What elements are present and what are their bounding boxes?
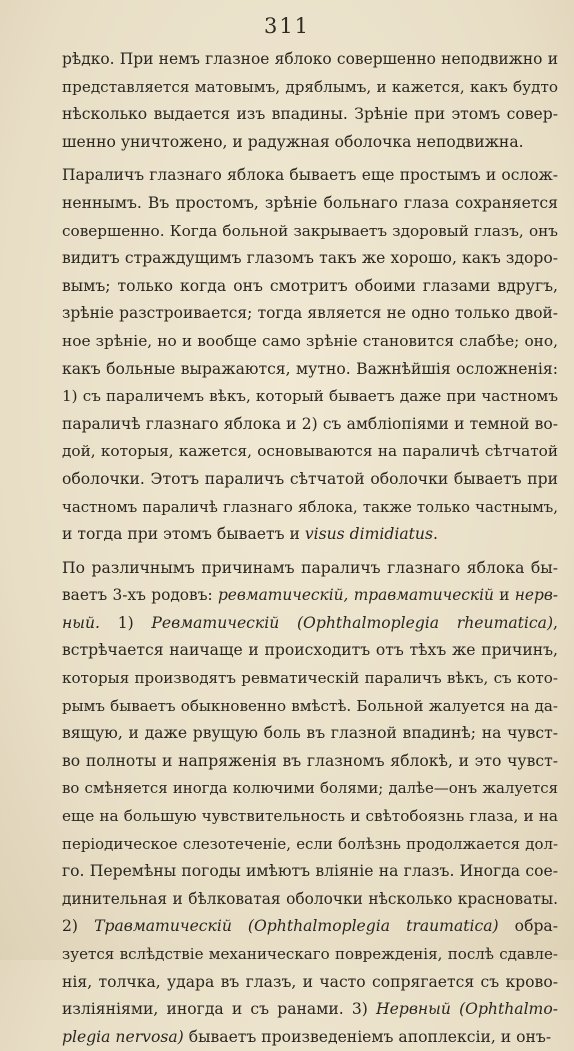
text-run: встрѣчается наичаще и происходитъ отъ тѣхъ же причинъ, — [62, 641, 558, 660]
text-run: шенно уничтожено, и радужная оболочка неподвижна. — [62, 132, 524, 151]
italic-text: ный. — [62, 613, 100, 632]
italic-text: Травматическій (Ophthalmoplegia traumatica) — [94, 917, 499, 936]
text-line — [62, 411, 558, 439]
text-line — [62, 693, 558, 721]
text-line — [62, 74, 558, 102]
text-run: періодическое слезотеченіе, если болѣзнь продолжается дол- — [62, 834, 558, 853]
text-run: зуется вслѣдствіе механическаго поврежденія, послѣ сдавле- — [62, 945, 558, 963]
text-run: нѣсколько выдается изъ впадины. Зрѣніе при этомъ совер- — [62, 105, 558, 124]
text-run: нія, толчка, удара въ глазъ, и часто сопрягается съ крово- — [62, 972, 558, 991]
paragraph — [62, 46, 558, 156]
text-run: и — [493, 586, 515, 605]
text-line — [62, 101, 558, 129]
text-line — [62, 803, 558, 831]
text-run: Параличъ глазнаго яблока бываетъ еще простымъ и ослож- — [62, 166, 558, 185]
italic-text: ревматическій, травматическій — [217, 586, 494, 605]
text-run: и тогда при этомъ бываетъ и — [62, 525, 305, 544]
text-line — [62, 996, 558, 1024]
text-line — [62, 190, 558, 218]
text-line — [62, 521, 558, 549]
text-run: вымъ; только когда онъ смотритъ обоими глазами вдругъ, — [62, 276, 558, 295]
text-line — [62, 300, 558, 328]
text-line — [62, 494, 558, 522]
text-line — [62, 582, 558, 610]
text-run: во полноты и напряженія въ глазномъ яблокѣ, и это чувст- — [62, 751, 558, 770]
text-line — [62, 328, 558, 356]
text-line — [62, 555, 558, 583]
text-line — [62, 245, 558, 273]
text-line — [62, 748, 558, 776]
text-run: оболочки. Этотъ параличъ сѣтчатой оболочки бываетъ при — [62, 469, 558, 488]
text-line — [62, 775, 558, 803]
text-line — [62, 913, 558, 941]
text-run: дой, которыя, кажется, основываются на параличѣ сѣтчатой — [62, 442, 558, 461]
text-line — [62, 886, 558, 914]
text-line — [62, 383, 558, 411]
text-run: рымъ бываетъ обыкновенно вмѣстѣ. Больной жалуется на да- — [62, 696, 558, 715]
text-run: изліяніями, иногда и съ ранами. 3) — [62, 1000, 377, 1019]
page-number: 311 — [263, 14, 311, 38]
text-line — [62, 129, 558, 157]
text-run: . — [432, 525, 438, 544]
text-run: видитъ страждущимъ глазомъ такъ же хорошо, какъ здоро- — [62, 249, 558, 268]
text-run: го. Перемѣны погоды имѣютъ вліяніе на глазъ. Иногда сое- — [62, 862, 558, 881]
text-run: 2) — [62, 917, 95, 936]
text-run: зрѣніе разстроивается; тогда является не одно только двой- — [62, 304, 558, 323]
text-run: вящую, и даже рвущую боль въ глазной впадинѣ; на чувст- — [62, 724, 558, 743]
text-run: , — [553, 613, 558, 632]
text-line — [62, 969, 558, 997]
text-line — [62, 637, 558, 665]
paragraph — [62, 555, 558, 1051]
text-run: 1) съ параличемъ вѣкъ, который бываетъ даже при частномъ — [62, 387, 558, 406]
body-text — [62, 46, 558, 1051]
text-run: во смѣняется иногда колючими болями; далѣе—онъ жалуется — [62, 779, 558, 798]
text-run: динительная и бѣлковатая оболочки нѣсколько красноваты. — [62, 889, 558, 908]
text-run: совершенно. Когда больной закрываетъ здоровый глазъ, онъ — [62, 221, 558, 240]
text-line — [62, 720, 558, 748]
text-run: рѣдко. При немъ глазное яблоко совершенно неподвижно и — [62, 50, 558, 68]
text-line — [62, 356, 558, 384]
text-line — [62, 831, 558, 859]
text-line — [62, 610, 558, 638]
paragraph — [62, 162, 558, 548]
text-run: ное зрѣніе, но и вообще само зрѣніе становится слабѣе; оно, — [62, 331, 558, 350]
text-run: бываетъ произведеніемъ апоплексіи, и онъ- — [183, 1027, 552, 1046]
text-line — [62, 438, 558, 466]
text-line — [62, 162, 558, 190]
text-run: представляется матовымъ, дряблымъ, и кажется, какъ будто — [62, 77, 558, 96]
text-line — [62, 218, 558, 246]
italic-text: plegia nervosa) — [62, 1027, 184, 1046]
text-run: По различнымъ причинамъ параличъ глазнаго яблока бы- — [62, 558, 558, 577]
text-run: 1) — [99, 613, 152, 632]
text-run: неннымъ. Въ простомъ, зрѣніе больнаго глаза сохраняется — [62, 193, 558, 212]
text-run: ваетъ 3-хъ родовъ: — [62, 586, 218, 605]
italic-text: Ревматическій (Ophthalmoplegia rheumatica) — [151, 613, 554, 632]
text-run: обра- — [498, 917, 558, 936]
italic-text: visus dimidiatus — [304, 525, 433, 544]
text-run: которыя производятъ ревматическій параличъ вѣкъ, съ кото- — [62, 669, 558, 688]
italic-text: нерв- — [514, 586, 558, 605]
text-run: частномъ параличѣ глазнаго яблока, также только частнымъ, — [62, 497, 558, 516]
text-line — [62, 273, 558, 301]
text-line — [62, 858, 558, 886]
text-line — [62, 665, 558, 693]
text-run: параличѣ глазнаго яблока и 2) съ амбліопіями и темной во- — [62, 414, 558, 433]
text-line — [62, 941, 558, 969]
text-line — [62, 1024, 558, 1051]
text-run: какъ больные выражаются, мутно. Важнѣйшія осложненія: — [62, 359, 558, 378]
text-line — [62, 466, 558, 494]
text-run: еще на большую чувствительность и свѣтобоязнь глаза, и на — [62, 807, 558, 826]
italic-text: Нервный (Ophthalmo- — [376, 1000, 559, 1019]
text-line — [62, 46, 558, 74]
